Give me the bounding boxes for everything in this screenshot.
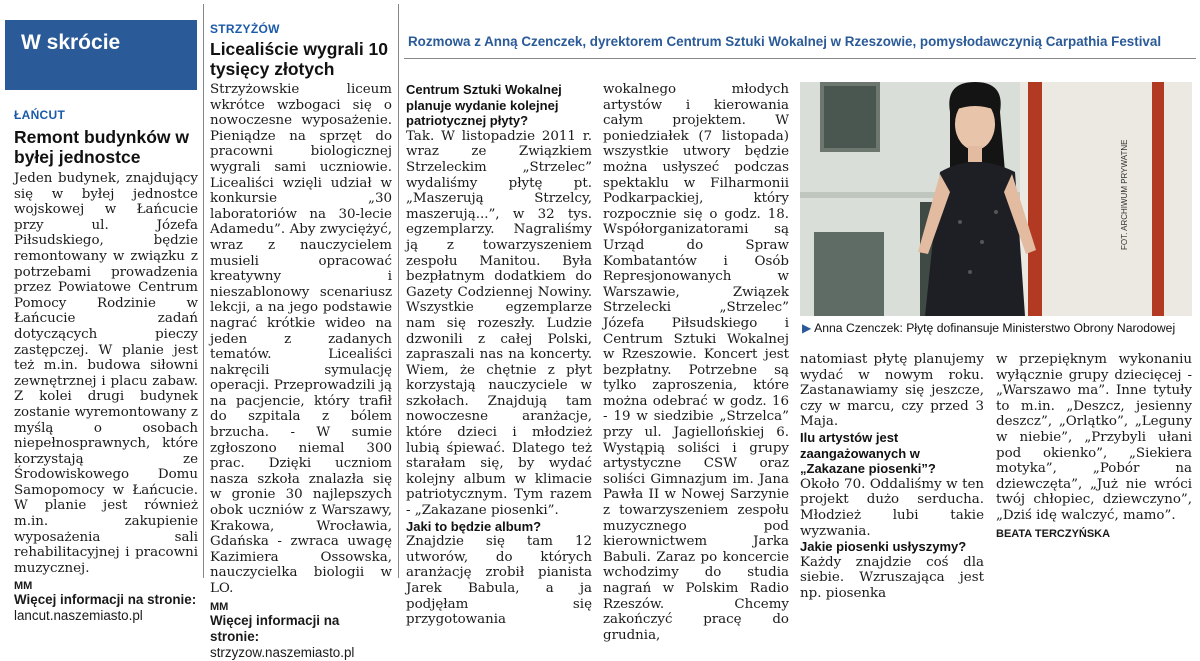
- author-signature: BEATA TERCZYŃSKA: [996, 527, 1111, 540]
- brief-item-strzyzow: [210, 22, 392, 661]
- photo-caption: [802, 321, 1194, 335]
- interview-column-2: [603, 82, 789, 643]
- interview-column-3: [800, 352, 984, 602]
- brief-item-lancut: [14, 108, 198, 624]
- interview-question: Jakie piosenki usłyszymy?: [800, 539, 967, 555]
- interview-column-1: [406, 82, 592, 628]
- interview-answer: w przepięknym wykonaniu wyłącznie grupy dziecięcej - „Warszawo ma”. Inne tytuły to m.in. „Deszcz, jesienny deszcz”, „Orlątko”, „Leguny w niebie”, „Przybyli ułani pod okienko”, „Siekiera motyka”, „Pobór na dziewczęta”, „Już nie wróci twój chłopiec, dziewczyno”, „Dziś idę walczyć, mamo”.: [996, 352, 1192, 523]
- interview-answer: natomiast płytę planujemy wydać w nowym roku. Zastanawiamy się jeszcze, czy w marcu, czy przed 3 Maja.: [800, 352, 984, 430]
- portrait-photo: [800, 82, 1192, 316]
- more-info-link[interactable]: lancut.naszemiasto.pl: [14, 608, 143, 624]
- more-info-link[interactable]: strzyzow.naszemiasto.pl: [210, 644, 355, 660]
- interview-answer: Znajdzie się tam 12 utworów, do których aranżację zrobił pianista Jarek Babula, a ja podjęłam się przygotowania: [406, 534, 592, 628]
- category-label: STRZYŻÓW: [210, 22, 280, 36]
- interview-question: Jaki to będzie album?: [406, 518, 542, 534]
- interview-question: Centrum Sztuki Wokalnej planuje wydanie kolejnej patriotycznej płyty?: [406, 82, 562, 129]
- caption-arrow-icon: ▶: [802, 321, 812, 335]
- headline: Remont budynków w byłej jednostce: [14, 127, 189, 167]
- article-body: Strzyżowskie liceum wkrótce wzbogaci się o nowoczesne wyposażenie. Pieniądze na sprzęt do pracowni biologicznej wygrali sami uczniowie. Licealiści wzięli udział w konkursie „30 laboratoriów na 30-lecie Adamedu”. Aby zwyciężyć, wraz z nauczycielem musieli opracować kreatywny i nieszablonowy scenariusz lekcji, a na jego podstawie nagrać krótkie wideo na jeden z zadanych tematów. Licealiści nakręcili symulację operacji. Przeprowadzili ją na pacjencie, który trafił do szpitala z bólem brzucha. - W sumie zgłoszono niemal 300 prac. Dzięki uczniom nasza szkoła znalazła się w gronie 30 najlepszych obok uczniów z Warszawy, Krakowa, Wrocławia, Gdańska - zwraca uwagę Kazimiera Ossowska, nauczycielka biologii w LO.: [210, 82, 392, 596]
- interview-header: Rozmowa z Anną Czenczek, dyrektorem Centrum Sztuki Wokalnej w Rzeszowie, pomysłodawczynią Carpathia Festival: [408, 34, 1162, 49]
- interview-answer: Każdy znajdzie coś dla siebie. Wzruszająca jest np. piosenka: [800, 554, 984, 601]
- author-signature: MM: [14, 580, 33, 593]
- interview-question: Ilu artystów jest zaangażowanych w „Zakazane piosenki”?: [800, 429, 936, 477]
- category-label: ŁAŃCUT: [14, 108, 66, 122]
- interview-answer: Około 70. Oddaliśmy w ten projekt dużo serducha. Młodzież lubi takie wyzwania.: [800, 476, 984, 539]
- brief-section-title: W skrócie: [21, 31, 121, 54]
- headline: Licealiście wygrali 10 tysięcy złotych: [210, 39, 389, 79]
- more-info-label: Więcej informacji na stronie:: [210, 612, 340, 644]
- brief-section-header: [5, 20, 197, 90]
- more-info-label: Więcej informacji na stronie:: [14, 592, 197, 608]
- interview-column-4: [996, 352, 1192, 540]
- author-signature: MM: [210, 600, 229, 613]
- photo-credit: FOT. ARCHIWUM PRYWATNE: [1120, 139, 1129, 250]
- article-body: Jeden budynek, znajdujący się w byłej jednostce wojskowej w Łańcucie przy ul. Józefa Piłsudskiego, będzie remontowany w związku z potrzebami prowadzenia przez Powiatowe Centrum Pomocy Rodzinie w Łańcucie zadań dotyczących pieczy zastępczej. W planie jest też m.in. budowa siłowni zewnętrznej i placu zabaw. Z kolei drugi budynek zostanie wyremontowany z myślą o osobach niepełnosprawnych, które korzystają ze Środowiskowego Domu Samopomocy w Łańcucie. W planie jest również m.in. zakupienie wyposażenia sali rehabilitacyjnej i pracowni muzycznej.: [14, 171, 198, 576]
- interview-answer: Tak. W listopadzie 2011 r. wraz ze Związkiem Strzeleckim „Strzelec” wydaliśmy płytę pt. „Maszerują Strzelcy, maszerują...”, w 32 tys. egzemplarzy. Nagraliśmy ją z towarzyszeniem zespołu Manitou. Była bezpłatnym dodatkiem do Gazety Codziennej Nowiny. Wszystkie egzemplarze nam się rozeszły. Ludzie dzwonili z całej Polski, zapraszali nas na koncerty. Wiem, że chętnie z płyt korzystają nauczyciele w szkołach. Znajdują tam nowoczesne aranżacje, które dzieci i młodzież lubią śpiewać. Dlatego też starałam się, by wydać kolejny album w klimacie patriotycznym. Tym razem - „Zakazane piosenki”.: [406, 128, 592, 519]
- caption-text: Anna Czenczek: Płytę dofinansuje Ministerstwo Obrony Narodowej: [814, 321, 1176, 335]
- portrait-illustration: [800, 82, 1192, 316]
- interview-answer: wokalnego młodych artystów i kierowania całym projektem. W poniedziałek (7 listopada) wszystkie utwory będzie można usłyszeć podczas spektaklu w Filharmonii Podkarpackiej, który rozpocznie się o godz. 18. Współorganizatorami są Urząd do Spraw Kombatantów i Osób Represjonowanych w Warszawie, Związek Strzelecki „Strzelec” Józefa Piłsudskiego i Centrum Sztuki Wokalnej w Rzeszowie. Koncert jest bezpłatny. Potrzebne są tylko zaproszenia, które można odebrać w godz. 16 - 19 w siedzibie „Strzelca” przy ul. Jagiellońskiej 6. Wystąpią soliści i grupy artystyczne CSW oraz soliści Gimnazjum im. Jana Pawła II w Nowej Sarzynie z towarzyszeniem zespołu muzycznego pod kierownictwem Jarka Babuli. Zaraz po koncercie wchodzimy do studia nagrań w Polskim Radio Rzeszów. Chcemy zakończyć pracę do grudnia,: [603, 82, 789, 643]
